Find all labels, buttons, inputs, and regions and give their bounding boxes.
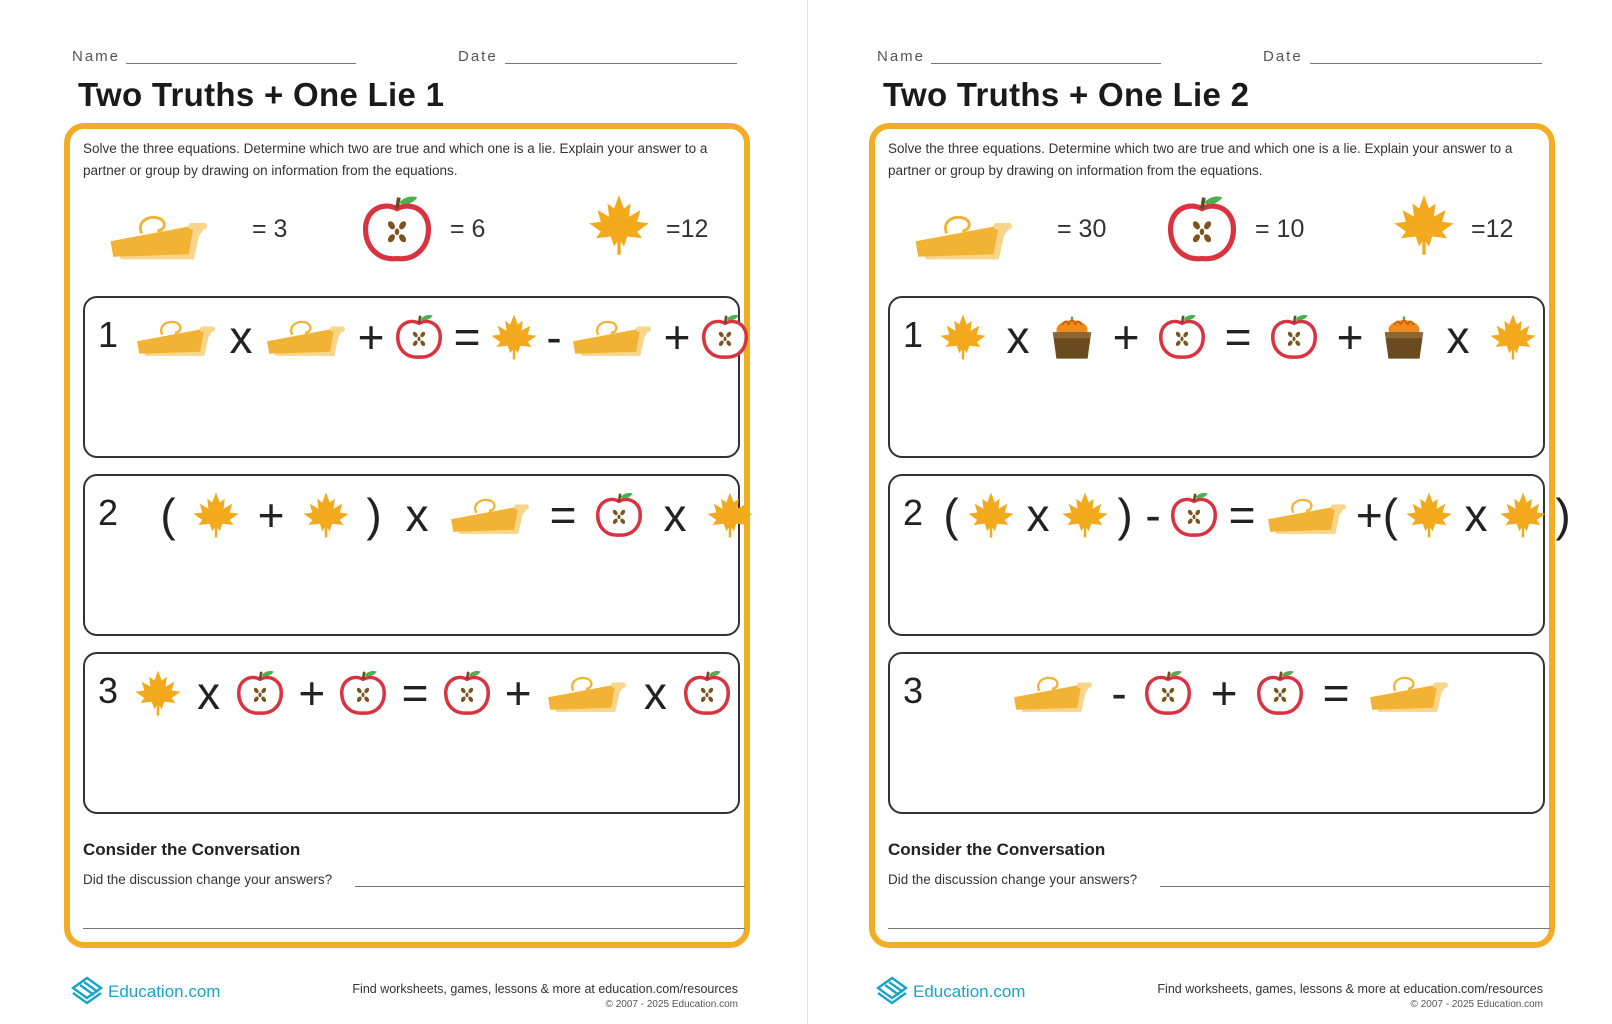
operator-text: x: [405, 489, 429, 541]
worksheet-page-2: [805, 0, 1600, 1024]
operator-symbol: [1222, 486, 1262, 544]
operator-text: -: [1111, 667, 1127, 719]
apple-icon: [234, 664, 286, 722]
apple-icon: [441, 664, 493, 722]
operator-text: x: [197, 667, 221, 719]
key-leaf-value: =12: [666, 215, 709, 243]
maple-leaf-icon: [133, 664, 183, 722]
maple-leaf-icon: [301, 486, 351, 544]
pie-slice-icon: [1264, 486, 1350, 544]
operator-symbol: [1112, 486, 1138, 544]
footer-text: Find worksheets, games, lessons & more at education.com/resources: [1157, 982, 1543, 996]
discussion-question: Did the discussion change your answers?: [888, 872, 1138, 887]
key-pie: [913, 188, 1133, 278]
operator-text: =: [453, 311, 481, 363]
operator-text: +: [1112, 311, 1140, 363]
date-label: Date: [458, 48, 498, 65]
operator-text: +: [257, 489, 285, 541]
cupcake-icon: [1048, 308, 1096, 366]
operator-text: =: [1224, 311, 1252, 363]
answer-line-1[interactable]: [355, 886, 745, 887]
key-pie: [108, 188, 308, 278]
page-title: Two Truths + One Lie 2: [883, 76, 1250, 113]
answer-line-2[interactable]: [888, 928, 1550, 929]
apple-icon: [699, 308, 751, 366]
education-logo[interactable]: [70, 976, 220, 1008]
equation-number: 1: [903, 314, 924, 355]
maple-leaf-icon: [705, 486, 755, 544]
maple-leaf-icon: [1498, 486, 1548, 544]
operator-symbol: [395, 664, 435, 722]
maple-leaf-icon: [966, 486, 1016, 544]
operator-text: ): [1117, 489, 1133, 541]
equation-number: 3: [98, 670, 119, 711]
operator-text: x: [229, 311, 253, 363]
operator-symbol: [1352, 486, 1402, 544]
discussion-question: Did the discussion change your answers?: [83, 872, 333, 887]
operator-symbol: [292, 664, 332, 722]
pie-slice-icon: [133, 308, 219, 366]
maple-leaf-icon: [1060, 486, 1110, 544]
equation-number: 2: [903, 492, 924, 533]
operator-text: ): [1555, 489, 1571, 541]
key-apple: [1165, 188, 1335, 278]
pie-slice-icon: [544, 664, 630, 722]
maple-leaf-icon: [1404, 486, 1454, 544]
operator-symbol: [657, 308, 697, 366]
equation-box-2[interactable]: [888, 474, 1571, 636]
operator-symbol: [498, 664, 538, 722]
equation-number: 3: [903, 670, 924, 711]
maple-leaf-icon: [191, 486, 241, 544]
apple-icon: [1168, 486, 1220, 544]
equation-box-1[interactable]: [888, 296, 1545, 458]
operator-symbol: [1456, 486, 1496, 544]
maple-leaf-icon: [489, 308, 539, 366]
worksheet-page-1: [0, 0, 795, 1024]
operator-text: x: [1446, 311, 1470, 363]
operator-text: +: [504, 667, 532, 719]
instructions: Solve the three equations. Determine which two are true and which one is a lie. Explain your answer to a partner or group by drawing on information from the equations.: [83, 141, 708, 178]
equation-box-3[interactable]: [888, 652, 1545, 814]
operator-text: (: [943, 489, 959, 541]
cupcake-icon: [1380, 308, 1428, 366]
operator-symbol: [1218, 308, 1258, 366]
operator-symbol: [447, 308, 487, 366]
operator-text: +: [663, 311, 691, 363]
operator-symbol: [351, 308, 391, 366]
apple-icon: [593, 486, 645, 544]
name-label: Name: [72, 48, 121, 65]
copyright: © 2007 - 2025 Education.com: [1410, 999, 1543, 1010]
operator-text: +: [1336, 311, 1364, 363]
operator-text: x: [1464, 489, 1488, 541]
name-line[interactable]: [931, 63, 1161, 64]
operator-symbol: [1018, 486, 1058, 544]
pie-slice-icon: [1366, 664, 1452, 722]
operator-symbol: [1106, 308, 1146, 366]
operator-symbol: [541, 308, 567, 366]
equation-box-1[interactable]: [83, 296, 740, 458]
equation-number: 2: [98, 492, 119, 533]
operator-text: x: [1026, 489, 1050, 541]
apple-icon: [393, 308, 445, 366]
page-title: Two Truths + One Lie 1: [78, 76, 445, 113]
operator-symbol: [155, 486, 181, 544]
consider-heading: Consider the Conversation: [888, 840, 1106, 859]
education-logo[interactable]: [875, 976, 1025, 1008]
operator-text: =: [549, 489, 577, 541]
key-leaf-value: =12: [1471, 215, 1514, 243]
pie-slice-icon: [447, 486, 533, 544]
operator-text: +: [298, 667, 326, 719]
operator-symbol: [1550, 486, 1576, 544]
education-logo-icon: [875, 974, 909, 1011]
apple-icon: [337, 664, 389, 722]
key-pie-value: = 3: [252, 215, 288, 243]
operator-symbol: [1316, 664, 1356, 722]
operator-symbol: [1330, 308, 1370, 366]
operator-text: -: [546, 311, 562, 363]
operator-text: x: [643, 667, 667, 719]
key-apple: [360, 188, 520, 278]
operator-text: x: [1006, 311, 1030, 363]
operator-symbol: [938, 486, 964, 544]
pie-slice-icon: [263, 308, 349, 366]
date-label: Date: [1263, 48, 1303, 65]
equation-box-3[interactable]: [83, 652, 740, 814]
maple-leaf-icon: [938, 308, 988, 366]
operator-symbol: [655, 486, 695, 544]
education-logo-icon: [70, 974, 104, 1011]
answer-line-1[interactable]: [1160, 886, 1550, 887]
operator-text: -: [1145, 489, 1161, 541]
operator-text: ): [366, 489, 382, 541]
operator-text: =: [1322, 667, 1350, 719]
apple-icon: [1142, 664, 1194, 722]
answer-line-2[interactable]: [83, 928, 745, 929]
operator-symbol: [251, 486, 291, 544]
operator-symbol: [1106, 664, 1132, 722]
equation-box-2[interactable]: [83, 474, 740, 636]
operator-symbol: [1438, 308, 1478, 366]
operator-symbol: [543, 486, 583, 544]
instructions: Solve the three equations. Determine which two are true and which one is a lie. Explain your answer to a partner or group by drawing on information from the equations.: [888, 141, 1513, 178]
key-apple-value: = 10: [1255, 215, 1305, 243]
key-leaf: [1391, 188, 1551, 278]
key-leaf: [586, 188, 746, 278]
operator-symbol: [1204, 664, 1244, 722]
operator-symbol: [1140, 486, 1166, 544]
operator-symbol: [998, 308, 1038, 366]
operator-text: =: [1228, 489, 1256, 541]
operator-symbol: [221, 308, 261, 366]
key-apple-value: = 6: [450, 215, 486, 243]
operator-symbol: [635, 664, 675, 722]
operator-symbol: [361, 486, 387, 544]
operator-text: +: [1210, 667, 1238, 719]
education-logo-text: Education.com: [108, 982, 221, 1001]
education-logo-text: Education.com: [913, 982, 1026, 1001]
apple-icon: [1268, 308, 1320, 366]
footer-text: Find worksheets, games, lessons & more at education.com/resources: [352, 982, 738, 996]
operator-text: (: [160, 489, 176, 541]
operator-text: +(: [1355, 489, 1399, 541]
pie-slice-icon: [1010, 664, 1096, 722]
apple-icon: [1156, 308, 1208, 366]
operator-text: =: [401, 667, 429, 719]
operator-text: +: [357, 311, 385, 363]
copyright: © 2007 - 2025 Education.com: [605, 999, 738, 1010]
consider-heading: Consider the Conversation: [83, 840, 301, 859]
key-pie-value: = 30: [1057, 215, 1107, 243]
pie-slice-icon: [569, 308, 655, 366]
operator-text: x: [663, 489, 687, 541]
operator-symbol: [397, 486, 437, 544]
apple-icon: [681, 664, 733, 722]
name-label: Name: [877, 48, 926, 65]
name-line[interactable]: [126, 63, 356, 64]
equation-number: 1: [98, 314, 119, 355]
maple-leaf-icon: [1488, 308, 1538, 366]
date-line[interactable]: [1310, 63, 1542, 64]
operator-symbol: [189, 664, 229, 722]
date-line[interactable]: [505, 63, 737, 64]
apple-icon: [1254, 664, 1306, 722]
